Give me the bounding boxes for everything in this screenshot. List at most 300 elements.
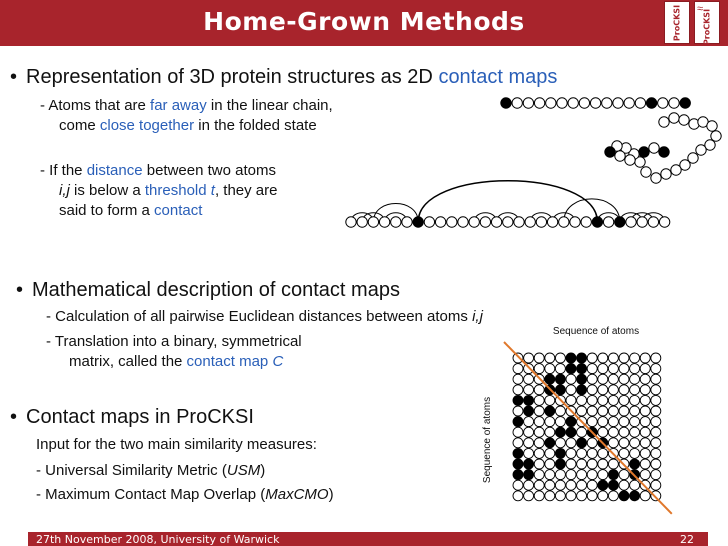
sub-item-usm bbox=[36, 461, 265, 481]
contact-cell-empty bbox=[545, 364, 555, 374]
bullet-text: Mathematical description of contact maps bbox=[32, 279, 400, 301]
contact-cell-empty bbox=[545, 470, 555, 480]
contact-cell-empty bbox=[651, 417, 661, 427]
contact-cell-empty bbox=[651, 427, 661, 437]
contact-cell-empty bbox=[555, 480, 565, 490]
contact-cell-empty bbox=[534, 448, 544, 458]
contact-cell-filled bbox=[555, 448, 565, 458]
sub-item-far-away-line2 bbox=[59, 116, 317, 136]
contact-cell-empty bbox=[513, 385, 523, 395]
contact-cell-filled bbox=[513, 448, 523, 458]
procksi-logo-alt bbox=[694, 1, 720, 44]
contact-cell-empty bbox=[598, 417, 608, 427]
chain-bead bbox=[590, 98, 600, 108]
contact-arcs-diagram bbox=[345, 160, 705, 232]
contact-cell-empty bbox=[587, 374, 597, 384]
chain-bead bbox=[559, 217, 569, 227]
contact-cell-empty bbox=[640, 374, 650, 384]
contact-cell-empty bbox=[619, 395, 629, 405]
logo-text: ProCKSI bbox=[672, 4, 682, 41]
text: ) bbox=[328, 486, 334, 503]
sub-item-distance bbox=[40, 161, 276, 181]
contact-cell-empty bbox=[524, 448, 534, 458]
contact-cell-empty bbox=[577, 491, 587, 501]
contact-cell-empty bbox=[608, 385, 618, 395]
contact-cell-empty bbox=[587, 470, 597, 480]
contact-cell-empty bbox=[630, 438, 640, 448]
contact-cell-filled bbox=[524, 406, 534, 416]
contact-cell-empty bbox=[587, 480, 597, 490]
chain-bead bbox=[624, 98, 634, 108]
contact-cell-empty bbox=[630, 395, 640, 405]
contact-cell-empty bbox=[651, 491, 661, 501]
contact-cell-empty bbox=[577, 480, 587, 490]
contact-cell-empty bbox=[640, 353, 650, 363]
contact-cell-filled bbox=[524, 470, 534, 480]
folded-bead bbox=[605, 147, 615, 157]
chain-bead bbox=[592, 217, 602, 227]
chain-bead bbox=[523, 98, 533, 108]
contact-cell-empty bbox=[555, 353, 565, 363]
contact-cell-empty bbox=[566, 385, 576, 395]
text: matrix, called the bbox=[69, 353, 187, 370]
contact-cell-empty bbox=[534, 438, 544, 448]
contact-cell-empty bbox=[619, 427, 629, 437]
contact-cell-empty bbox=[598, 385, 608, 395]
contact-cell-filled bbox=[555, 427, 565, 437]
text: come bbox=[59, 117, 100, 134]
contact-cell-empty bbox=[545, 353, 555, 363]
bullet-text: Contact maps in ProCKSI bbox=[26, 406, 254, 428]
chain-bead bbox=[570, 217, 580, 227]
contact-cell-empty bbox=[524, 491, 534, 501]
text: - Universal Similarity Metric ( bbox=[36, 462, 227, 479]
procksi-logo bbox=[664, 1, 690, 44]
contact-cell-filled bbox=[577, 374, 587, 384]
contact-cell-empty bbox=[587, 459, 597, 469]
folded-bead bbox=[696, 145, 706, 155]
contact-cell-empty bbox=[513, 353, 523, 363]
contact-cell-filled bbox=[555, 374, 565, 384]
contact-cell-empty bbox=[566, 491, 576, 501]
contact-cell-empty bbox=[619, 385, 629, 395]
contact-cell-filled bbox=[513, 417, 523, 427]
maxcmo-term: MaxCMO bbox=[265, 486, 329, 503]
text: is below a bbox=[69, 182, 145, 199]
text: - If the bbox=[40, 162, 87, 179]
contact-cell-empty bbox=[608, 374, 618, 384]
contact-cell-empty bbox=[566, 448, 576, 458]
contact-cell-empty bbox=[577, 459, 587, 469]
linear-chain-diagram bbox=[500, 96, 700, 110]
chain-bead bbox=[491, 217, 501, 227]
contact-cell-empty bbox=[566, 438, 576, 448]
page-number: 22 bbox=[680, 533, 694, 546]
text: ) bbox=[260, 462, 266, 479]
contact-cell-empty bbox=[640, 395, 650, 405]
logo-text-alt: ProCKSI bbox=[702, 8, 712, 45]
contact-cell-filled bbox=[608, 470, 618, 480]
contact-cell-empty bbox=[587, 417, 597, 427]
contact-cell-empty bbox=[630, 480, 640, 490]
contact-cell-empty bbox=[587, 491, 597, 501]
chain-bead bbox=[615, 217, 625, 227]
chain-bead bbox=[568, 98, 578, 108]
contact-cell-empty bbox=[598, 491, 608, 501]
contact-cell-filled bbox=[545, 438, 555, 448]
contact-cell-empty bbox=[651, 438, 661, 448]
contact-cell-empty bbox=[608, 364, 618, 374]
contact-cell-empty bbox=[630, 374, 640, 384]
contact-cell-empty bbox=[640, 459, 650, 469]
contact-cell-filled bbox=[608, 480, 618, 490]
contact-cell-empty bbox=[640, 491, 650, 501]
chain-bead bbox=[613, 98, 623, 108]
contact-cell-empty bbox=[640, 448, 650, 458]
contact-cell-empty bbox=[608, 353, 618, 363]
chain-bead bbox=[557, 98, 567, 108]
bullet-dot: • bbox=[16, 279, 24, 301]
folded-bead bbox=[659, 147, 669, 157]
chain-bead bbox=[424, 217, 434, 227]
chain-bead bbox=[658, 98, 668, 108]
contact-cell-filled bbox=[566, 427, 576, 437]
contact-cell-empty bbox=[577, 448, 587, 458]
chain-bead bbox=[646, 98, 656, 108]
contact-cell-empty bbox=[545, 395, 555, 405]
contact-cell-empty bbox=[630, 417, 640, 427]
similarity-measures-intro bbox=[36, 435, 317, 455]
title-bar bbox=[0, 0, 728, 46]
contact-cell-empty bbox=[555, 491, 565, 501]
contact-cell-empty bbox=[513, 491, 523, 501]
contact-cell-empty bbox=[545, 427, 555, 437]
contact-cell-empty bbox=[598, 427, 608, 437]
contact-cell-empty bbox=[566, 470, 576, 480]
chain-bead bbox=[626, 217, 636, 227]
contact-cell-empty bbox=[608, 459, 618, 469]
contact-cell-empty bbox=[534, 417, 544, 427]
footer-bar bbox=[28, 532, 708, 546]
contact-map-term: contact map bbox=[186, 353, 269, 370]
contact-cell-empty bbox=[598, 448, 608, 458]
footer-date-venue: 27th November 2008, University of Warwick bbox=[36, 533, 280, 546]
chain-bead bbox=[469, 217, 479, 227]
text: in the linear chain, bbox=[206, 97, 333, 114]
contact-cell-empty bbox=[651, 374, 661, 384]
far-away-term: far away bbox=[150, 97, 207, 114]
contact-cell-empty bbox=[630, 448, 640, 458]
contact-arc bbox=[418, 181, 597, 222]
contact-cell-empty bbox=[534, 353, 544, 363]
chain-bead bbox=[501, 98, 511, 108]
contact-cell-empty bbox=[513, 374, 523, 384]
contact-cell-empty bbox=[587, 353, 597, 363]
contact-cell-empty bbox=[566, 395, 576, 405]
chain-bead bbox=[357, 217, 367, 227]
text: between two atoms bbox=[142, 162, 276, 179]
sub-item-distance-line3 bbox=[59, 201, 202, 221]
contact-cell-empty bbox=[608, 491, 618, 501]
contact-cell-filled bbox=[566, 417, 576, 427]
contact-cell-empty bbox=[555, 438, 565, 448]
contact-cell-empty bbox=[651, 364, 661, 374]
contact-cell-empty bbox=[598, 364, 608, 374]
c-term: C bbox=[272, 353, 284, 370]
contact-cell-empty bbox=[534, 364, 544, 374]
contact-cell-empty bbox=[630, 427, 640, 437]
contact-maps-term: contact maps bbox=[438, 66, 558, 88]
contact-cell-empty bbox=[651, 448, 661, 458]
sub-item-distance-line2 bbox=[59, 181, 278, 201]
contact-cell-empty bbox=[524, 480, 534, 490]
contact-cell-filled bbox=[577, 438, 587, 448]
contact-cell-empty bbox=[651, 395, 661, 405]
chain-bead bbox=[637, 217, 647, 227]
contact-cell-filled bbox=[513, 459, 523, 469]
contact-cell-empty bbox=[640, 417, 650, 427]
contact-cell-empty bbox=[619, 353, 629, 363]
folded-bead bbox=[707, 121, 717, 131]
text: in the folded state bbox=[194, 117, 317, 134]
chain-bead bbox=[368, 217, 378, 227]
contact-cell-empty bbox=[524, 427, 534, 437]
contact-cell-empty bbox=[651, 385, 661, 395]
contact-cell-empty bbox=[524, 385, 534, 395]
bullet-contact-maps-procksi bbox=[10, 406, 254, 429]
contact-cell-empty bbox=[619, 364, 629, 374]
contact-cell-empty bbox=[545, 491, 555, 501]
contact-cell-empty bbox=[513, 480, 523, 490]
contact-cell-filled bbox=[577, 385, 587, 395]
contact-cell-empty bbox=[608, 438, 618, 448]
chain-bead bbox=[669, 98, 679, 108]
contact-cell-empty bbox=[651, 459, 661, 469]
contact-cell-empty bbox=[630, 385, 640, 395]
contact-cell-empty bbox=[587, 385, 597, 395]
contact-cell-empty bbox=[651, 353, 661, 363]
contact-cell-filled bbox=[513, 470, 523, 480]
contact-cell-empty bbox=[555, 406, 565, 416]
approx-icon: ≈ bbox=[697, 3, 704, 15]
contact-cell-empty bbox=[608, 406, 618, 416]
contact-cell-filled bbox=[566, 364, 576, 374]
contact-cell-empty bbox=[513, 438, 523, 448]
contact-cell-empty bbox=[513, 364, 523, 374]
contact-term: contact bbox=[154, 202, 203, 219]
contact-cell-filled bbox=[598, 480, 608, 490]
contact-cell-empty bbox=[555, 417, 565, 427]
contact-cell-empty bbox=[566, 374, 576, 384]
chain-bead bbox=[525, 217, 535, 227]
contact-cell-filled bbox=[513, 395, 523, 405]
contact-cell-empty bbox=[545, 480, 555, 490]
contact-cell-empty bbox=[566, 480, 576, 490]
chain-bead bbox=[447, 217, 457, 227]
folded-bead bbox=[639, 147, 649, 157]
contact-cell-empty bbox=[534, 470, 544, 480]
contact-cell-empty bbox=[524, 438, 534, 448]
contact-cell-empty bbox=[640, 470, 650, 480]
contact-cell-empty bbox=[577, 406, 587, 416]
chain-bead bbox=[648, 217, 658, 227]
usm-term: USM bbox=[226, 462, 261, 479]
contact-cell-empty bbox=[608, 395, 618, 405]
chain-bead bbox=[659, 217, 669, 227]
contact-cell-empty bbox=[587, 448, 597, 458]
bullet-dot: • bbox=[10, 66, 18, 88]
contact-cell-empty bbox=[598, 395, 608, 405]
chain-bead bbox=[512, 98, 522, 108]
text: Input for the two main similarity measures: bbox=[36, 436, 317, 453]
chain-bead bbox=[680, 98, 690, 108]
contact-cell-filled bbox=[545, 406, 555, 416]
contact-cell-empty bbox=[651, 406, 661, 416]
contact-cell-filled bbox=[524, 459, 534, 469]
chain-bead bbox=[581, 217, 591, 227]
contact-cell-empty bbox=[598, 406, 608, 416]
chain-bead bbox=[579, 98, 589, 108]
contact-cell-empty bbox=[587, 406, 597, 416]
folded-bead bbox=[649, 143, 659, 153]
contact-cell-empty bbox=[534, 459, 544, 469]
text: , they are bbox=[214, 182, 278, 199]
contact-cell-empty bbox=[534, 395, 544, 405]
contact-cell-empty bbox=[598, 374, 608, 384]
contact-cell-empty bbox=[555, 364, 565, 374]
contact-cell-empty bbox=[651, 470, 661, 480]
contact-cell-filled bbox=[555, 385, 565, 395]
bullet-contact-maps bbox=[10, 66, 557, 89]
slide-title: Home-Grown Methods bbox=[203, 7, 525, 36]
contact-cell-empty bbox=[534, 480, 544, 490]
folded-bead bbox=[659, 117, 669, 127]
matrix-y-axis-label: Sequence of atoms bbox=[482, 396, 493, 484]
chain-bead bbox=[603, 217, 613, 227]
chain-bead bbox=[402, 217, 412, 227]
text: - Maximum Contact Map Overlap ( bbox=[36, 486, 266, 503]
contact-cell-empty bbox=[587, 395, 597, 405]
contact-cell-filled bbox=[630, 491, 640, 501]
chain-bead bbox=[503, 217, 513, 227]
sub-item-binary-matrix-line2 bbox=[69, 352, 283, 372]
contact-cell-empty bbox=[524, 417, 534, 427]
contact-cell-empty bbox=[619, 417, 629, 427]
contact-cell-filled bbox=[577, 353, 587, 363]
contact-cell-empty bbox=[640, 427, 650, 437]
sub-item-euclidean bbox=[46, 307, 483, 327]
contact-cell-empty bbox=[555, 470, 565, 480]
contact-cell-filled bbox=[577, 364, 587, 374]
contact-cell-empty bbox=[640, 438, 650, 448]
sub-item-binary-matrix bbox=[46, 332, 302, 352]
chain-bead bbox=[458, 217, 468, 227]
contact-cell-empty bbox=[630, 406, 640, 416]
contact-cell-empty bbox=[619, 480, 629, 490]
folded-bead bbox=[679, 115, 689, 125]
contact-cell-empty bbox=[640, 364, 650, 374]
contact-cell-empty bbox=[534, 406, 544, 416]
bullet-mathematical-description bbox=[16, 279, 400, 302]
contact-cell-empty bbox=[534, 385, 544, 395]
chain-bead bbox=[536, 217, 546, 227]
contact-cell-empty bbox=[619, 438, 629, 448]
contact-cell-empty bbox=[640, 406, 650, 416]
contact-cell-empty bbox=[630, 353, 640, 363]
contact-cell-filled bbox=[524, 395, 534, 405]
contact-cell-empty bbox=[545, 459, 555, 469]
chain-bead bbox=[480, 217, 490, 227]
contact-cell-empty bbox=[566, 459, 576, 469]
folded-bead bbox=[669, 113, 679, 123]
chain-bead bbox=[546, 98, 556, 108]
contact-cell-empty bbox=[524, 353, 534, 363]
contact-cell-empty bbox=[534, 491, 544, 501]
chain-bead bbox=[635, 98, 645, 108]
contact-cell-empty bbox=[619, 470, 629, 480]
text: - Calculation of all pairwise Euclidean distances between atoms bbox=[46, 308, 473, 325]
contact-cell-empty bbox=[587, 364, 597, 374]
chain-bead bbox=[547, 217, 557, 227]
text: - Translation into a binary, symmetrical bbox=[46, 333, 302, 350]
chain-bead bbox=[413, 217, 423, 227]
bullet-dot: • bbox=[10, 406, 18, 428]
contact-cell-empty bbox=[513, 427, 523, 437]
text: - Atoms that are bbox=[40, 97, 151, 114]
contact-cell-empty bbox=[598, 470, 608, 480]
contact-map-matrix bbox=[478, 322, 678, 532]
contact-cell-empty bbox=[619, 374, 629, 384]
distance-term: distance bbox=[86, 162, 143, 179]
chain-bead bbox=[602, 98, 612, 108]
chain-bead bbox=[435, 217, 445, 227]
bullet-text: Representation of 3D protein structures as 2D bbox=[26, 66, 439, 88]
contact-cell-filled bbox=[545, 374, 555, 384]
contact-cell-filled bbox=[619, 491, 629, 501]
contact-cell-empty bbox=[619, 406, 629, 416]
contact-cell-empty bbox=[545, 448, 555, 458]
ij-term: i,j bbox=[59, 182, 70, 199]
contact-cell-empty bbox=[545, 417, 555, 427]
contact-cell-empty bbox=[577, 395, 587, 405]
sub-item-maxcmo bbox=[36, 485, 334, 505]
contact-cell-empty bbox=[587, 438, 597, 448]
contact-cell-empty bbox=[640, 385, 650, 395]
ij-term: i,j bbox=[472, 308, 483, 325]
close-together-term: close together bbox=[99, 117, 195, 134]
chain-bead bbox=[514, 217, 524, 227]
chain-bead bbox=[346, 217, 356, 227]
contact-cell-empty bbox=[598, 459, 608, 469]
chain-bead bbox=[534, 98, 544, 108]
contact-cell-empty bbox=[513, 406, 523, 416]
contact-cell-empty bbox=[630, 364, 640, 374]
chain-bead bbox=[379, 217, 389, 227]
contact-cell-empty bbox=[608, 427, 618, 437]
t-term: t bbox=[210, 182, 215, 199]
contact-cell-empty bbox=[577, 470, 587, 480]
contact-cell-empty bbox=[608, 417, 618, 427]
folded-bead bbox=[711, 131, 721, 141]
contact-cell-empty bbox=[577, 427, 587, 437]
contact-cell-empty bbox=[534, 427, 544, 437]
contact-cell-empty bbox=[598, 353, 608, 363]
matrix-x-axis-label: Sequence of atoms bbox=[552, 326, 640, 337]
contact-cell-filled bbox=[566, 353, 576, 363]
threshold-term: threshold bbox=[144, 182, 207, 199]
contact-cell-empty bbox=[524, 374, 534, 384]
contact-cell-filled bbox=[630, 459, 640, 469]
